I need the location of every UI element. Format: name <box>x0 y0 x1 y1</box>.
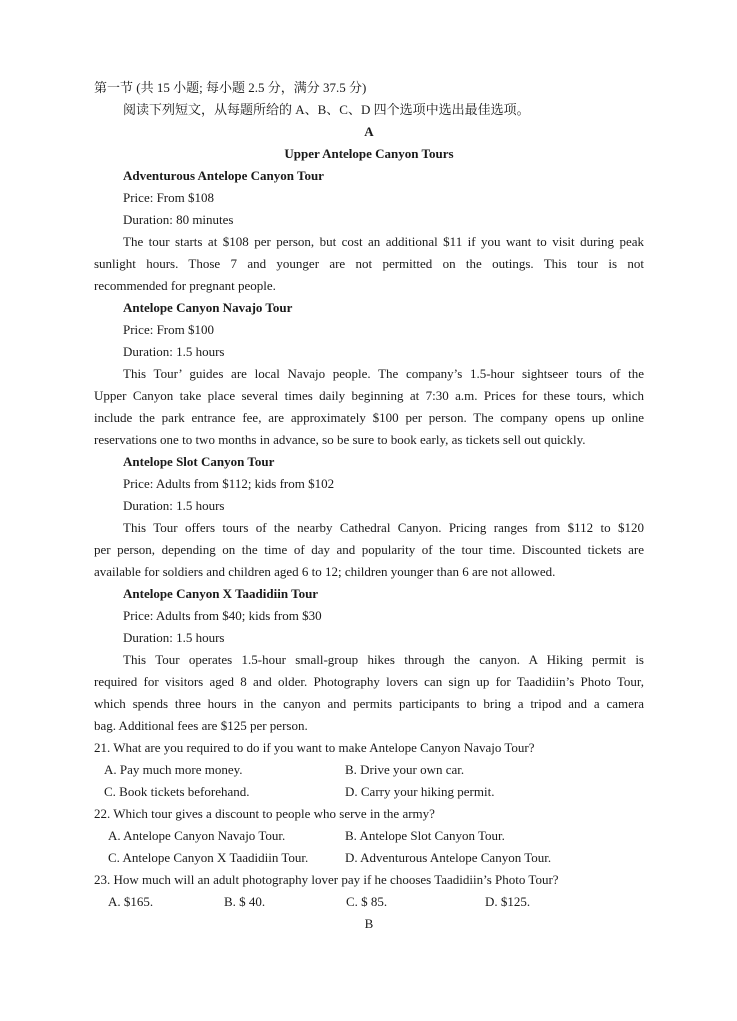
tour-name: Antelope Canyon X Taadidiin Tour <box>123 586 319 601</box>
tour-duration: Duration: 1.5 hours <box>123 344 225 359</box>
tour-name: Adventurous Antelope Canyon Tour <box>123 168 324 183</box>
tour-section <box>94 583 644 737</box>
tour-duration: Duration: 1.5 hours <box>123 630 225 645</box>
tour-price: Price: From $108 <box>123 190 214 205</box>
question-stem: 21. What are you required to do if you want to make Antelope Canyon Navajo Tour? <box>94 740 535 755</box>
passage-title: Upper Antelope Canyon Tours <box>284 146 454 161</box>
tour-section <box>94 297 644 451</box>
tour-section <box>94 451 644 583</box>
option-a: A. $165. <box>108 894 154 909</box>
tour-description-line: per person, depending on the time of day and popularity of the tour time. Discounted tickets are <box>94 542 644 557</box>
option-row <box>94 759 644 781</box>
tour-description-line: recommended for pregnant people. <box>94 278 276 293</box>
option-row <box>94 847 644 869</box>
option-d: D. $125. <box>485 894 531 909</box>
question <box>94 869 644 913</box>
tour-name: Antelope Canyon Navajo Tour <box>123 300 293 315</box>
question <box>94 737 644 803</box>
option-row <box>94 781 644 803</box>
tour-description-line: include the park entrance fee, are approximately $100 per person. The company opens up online <box>94 410 644 425</box>
question-stem: 23. How much will an adult photography lover pay if he chooses Taadidiin’s Photo Tour? <box>94 872 559 887</box>
tour-description-line: which spends three hours in the canyon and permits participants to bring a tripod and a camera <box>94 696 644 711</box>
tour-description-line: This Tour’ guides are local Navajo people. The company’s 1.5-hour sightseer tours of the <box>123 366 644 381</box>
tour-description-line: The tour starts at $108 per person, but cost an additional $11 if you want to visit during peak <box>123 234 644 249</box>
option-row <box>94 891 644 913</box>
tour-price: Price: Adults from $40; kids from $30 <box>123 608 322 623</box>
tour-description-line: required for visitors aged 8 and older. Photography lovers can sign up for Taadidiin’s Photo Tour, <box>94 674 644 689</box>
question-stem: 22. Which tour gives a discount to people who serve in the army? <box>94 806 435 821</box>
tour-description-line: reservations one to two months in advance, so be sure to book early, as tickets sell out quickly. <box>94 432 586 447</box>
tour-description-line: This Tour offers tours of the nearby Cathedral Canyon. Pricing ranges from $112 to $120 <box>123 520 644 535</box>
option-c: C. $ 85. <box>346 894 388 909</box>
tour-section <box>94 165 644 297</box>
tour-description-line: This Tour operates 1.5-hour small-group hikes through the canyon. A Hiking permit is <box>123 652 644 667</box>
option-a: A. Pay much more money. <box>104 762 243 777</box>
section-header: 第一节 (共 15 小题; 每小题 2.5 分，满分 37.5 分) <box>94 80 367 95</box>
option-b: B. Antelope Slot Canyon Tour. <box>345 828 505 843</box>
option-c: C. Book tickets beforehand. <box>104 784 250 799</box>
passage-letter: A <box>364 124 374 139</box>
tour-duration: Duration: 1.5 hours <box>123 498 225 513</box>
tour-price: Price: Adults from $112; kids from $102 <box>123 476 335 491</box>
instruction-text: 阅读下列短文，从每题所给的 A、B、C、D 四个选项中选出最佳选项。 <box>123 102 530 117</box>
tour-duration: Duration: 80 minutes <box>123 212 234 227</box>
option-d: D. Carry your hiking permit. <box>345 784 495 799</box>
tour-description-line: sunlight hours. Those 7 and younger are not permitted on the outings. This tour is not <box>94 256 644 271</box>
option-c: C. Antelope Canyon X Taadidiin Tour. <box>108 850 309 865</box>
option-b: B. Drive your own car. <box>345 762 465 777</box>
tour-description-line: Upper Canyon take place several times daily beginning at 7:30 a.m. Prices for these tours, which <box>94 388 644 403</box>
next-passage-letter: B <box>364 916 374 931</box>
page-content <box>94 77 644 935</box>
tour-description-line: available for soldiers and children aged 6 to 12; children younger than 6 are not allowed. <box>94 564 556 579</box>
option-d: D. Adventurous Antelope Canyon Tour. <box>345 850 552 865</box>
tour-price: Price: From $100 <box>123 322 214 337</box>
tour-description-line: bag. Additional fees are $125 per person. <box>94 718 308 733</box>
question <box>94 803 644 869</box>
option-row <box>94 825 644 847</box>
tour-name: Antelope Slot Canyon Tour <box>123 454 275 469</box>
option-b: B. $ 40. <box>224 894 266 909</box>
option-a: A. Antelope Canyon Navajo Tour. <box>108 828 286 843</box>
